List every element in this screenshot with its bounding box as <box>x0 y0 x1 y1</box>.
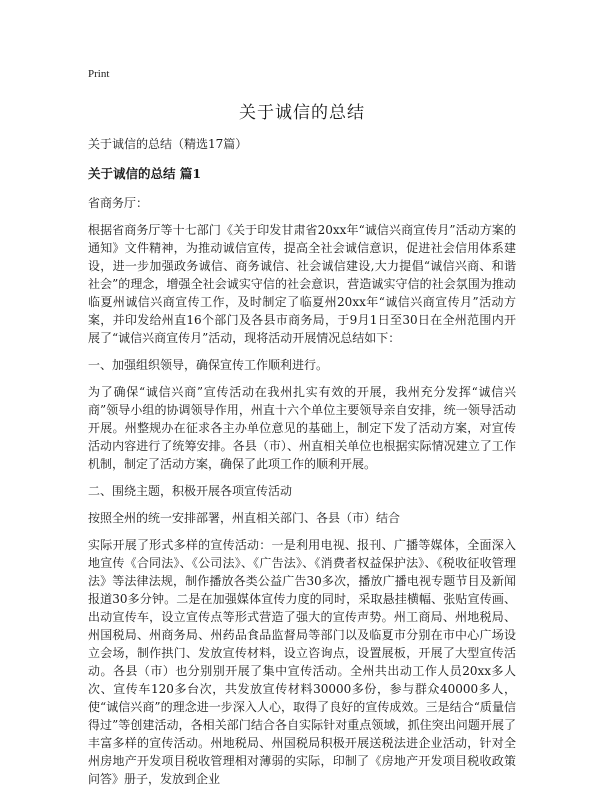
paragraph-activities: 实际开展了形式多样的宣传活动：一是利用电视、报刊、广播等媒体，全面深入地宣传《合同法》、《公司法》、《广告法》、《消费者权益保护法》、《税收征收管理法》等法律法规，制作播放各类公益广告30多次，播放广播电视专题节目及新闻报道30多分钟。二是在加强媒体宣传力度的同时，采取悬挂横幅、张贴宣传画、出动宣传车，设立宣传点等形式营造了强大的宣传声势。州工商局、州地税局、州国税局、州商务局、州药品食品监督局等部门以及临夏市分别在市中心广场设立会场，制作拱门、发放宣传材料，设立咨询点，设置展板，开展了大型宣传活动。各县（市）也分别别开展了集中宣传活动。全州共出动工作人员20xx多人次、宣传车120多台次，共发放宣传材料30000多份，参与群众40000多人，使“诚信兴商”的理念进一步深入人心，取得了良好的宣传成效。三是结合“质量信得过”等创建活动，各相关部门结合各自实际针对重点领域，抓住突出问题开展了丰富多样的宣传活动。州地税局、州国税局积极开展送税法进企业活动，针对全州房地产开发项目税收管理相对薄弱的实际，印制了《房地产开发项目税收政策问答》册子，发放到企业 <box>88 538 516 786</box>
print-link[interactable]: Print <box>88 68 110 80</box>
document-page <box>88 68 516 797</box>
paragraph-intro: 根据省商务厅等十七部门《关于印发甘肃省20xx年“诚信兴商宣传月”活动方案的通知》文件精神，为推动诚信宣传，提高全社会诚信意识，促进社会信用体系建设，进一步加强政务诚信、商务诚信、社会诚信建设,大力提倡“诚信兴商、和谐社会”的理念，增强全社会诚实守信的社会意识，营造诚实守信的社会氛围为推动临夏州诚信兴商宣传工作，及时制定了临夏州20xx年“诚信兴商宣传月”活动方案，并印发给州直16个部门及各县市商务局，于9月1日至30日在全州范围内开展了“诚信兴商宣传月”活动，现将活动开展情况总结如下： <box>88 223 516 345</box>
paragraph-deployment: 按照全州的统一安排部署，州直相关部门、各县（市）结合 <box>88 511 401 525</box>
heading-organization: 一、加强组织领导，确保宣传工作顺利进行。 <box>88 358 329 372</box>
heading-activities: 二、围绕主题，积极开展各项宣传活动 <box>88 484 293 498</box>
section-title: 关于诚信的总结 篇1 <box>88 166 202 181</box>
paragraph-salutation: 省商务厅： <box>88 196 149 210</box>
paragraph-organization: 为了确保“诚信兴商”宣传活动在我州扎实有效的开展，我州充分发挥“诚信兴商”领导小组的协调领导作用，州直十六个单位主要领导亲自安排，统一领导活动开展。州整规办在征求各主办单位意见的基础上，制定下发了活动方案，对宣传活动内容进行了统筹安排。各县（市）、州直相关单位也根据实际情况建立了工作机制，制定了活动方案，确保了此项工作的顺利开展。 <box>88 385 516 471</box>
document-title: 关于诚信的总结 <box>239 103 365 123</box>
document-subtitle: 关于诚信的总结（精选17篇） <box>88 137 248 151</box>
